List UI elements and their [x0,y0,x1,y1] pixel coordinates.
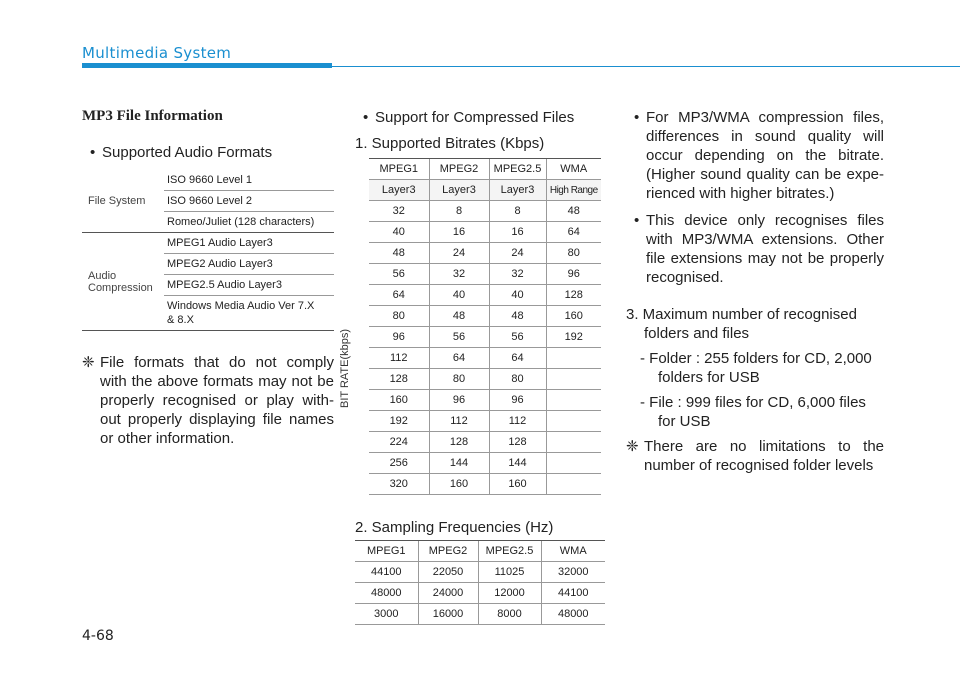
table-cell: 40 [429,285,489,306]
bitrate-subheader: Layer3 [489,180,546,201]
sampling-heading: 2. Sampling Frequencies (Hz) [355,519,554,536]
audio-compression-label [82,233,164,331]
table-cell: 16 [429,222,489,243]
table-cell: 160 [546,306,601,327]
bitrate-row [369,306,601,327]
table-cell: 80 [546,243,601,264]
table-cell: 56 [429,327,489,348]
table-cell: 128 [546,285,601,306]
table-cell: 24 [489,243,546,264]
table-cell: 24 [429,243,489,264]
table-cell: 56 [369,264,429,285]
table-cell: 144 [429,453,489,474]
bitrate-row [369,390,601,411]
table-cell: 128 [429,432,489,453]
header-bar [82,63,332,68]
format-item: MPEG1 Audio Layer3 [164,233,334,254]
bitrates-heading: 1. Supported Bitrates (Kbps) [355,135,545,152]
table-cell: 22050 [418,562,478,583]
table-cell: 24000 [418,583,478,604]
file-system-label: File System [82,170,164,233]
bitrate-row [369,453,601,474]
sampling-header: MPEG1 [355,541,418,562]
table-cell [546,432,601,453]
table-cell: 160 [369,390,429,411]
header-rule [332,66,960,67]
table-cell: 112 [429,411,489,432]
table-cell: 160 [489,474,546,495]
bitrate-header: MPEG2.5 [489,159,546,180]
dash-file: - File : 999 files for CD, 6,000 files for USB [640,394,866,430]
table-cell [546,453,601,474]
sampling-header: WMA [541,541,605,562]
table-cell: 96 [369,327,429,348]
page-number: 4-68 [82,628,114,644]
table-cell: 224 [369,432,429,453]
table-cell [546,390,601,411]
bitrate-row [369,474,601,495]
table-cell: 80 [369,306,429,327]
sampling-row [355,604,605,625]
table-cell: 44100 [541,583,605,604]
format-item: ISO 9660 Level 1 [164,170,334,191]
bullet-compressed: • Support for Compressed Files [355,108,607,127]
table-cell: 11025 [478,562,541,583]
table-cell: 3000 [355,604,418,625]
table-cell: 48 [429,306,489,327]
table-cell [546,369,601,390]
bitrate-axis-label: BIT RATE(kbps) [339,328,351,408]
format-item: MPEG2.5 Audio Layer3 [164,275,334,296]
table-cell: 48000 [355,583,418,604]
bitrate-row [369,369,601,390]
section-title: MP3 File Information [82,108,223,124]
table-cell: 64 [546,222,601,243]
bitrate-row [369,432,601,453]
note-mark-icon: ❈ [82,354,95,371]
bitrate-row [369,348,601,369]
table-cell: 160 [429,474,489,495]
sampling-table [355,540,605,625]
table-cell [546,474,601,495]
max-heading: 3. Maximum number of recognised folders and files [626,306,857,342]
audio-label-line2: Compression [88,281,153,294]
format-item [164,296,334,331]
folder-note [626,437,884,475]
bullet-extensions: • This device only recognises files with MP3/WMA extensions. Other file extensions may not be properly recognised. [626,211,884,287]
bitrate-header: WMA [546,159,601,180]
table-cell: 48 [369,243,429,264]
table-cell: 32 [489,264,546,285]
table-cell: 80 [489,369,546,390]
bitrate-table [369,158,601,495]
table-cell: 40 [489,285,546,306]
table-cell: 96 [546,264,601,285]
table-cell: 12000 [478,583,541,604]
table-cell: 32000 [541,562,605,583]
table-cell: 64 [489,348,546,369]
table-cell: 48 [489,306,546,327]
table-cell: 40 [369,222,429,243]
bitrate-block [339,158,607,495]
table-cell: 64 [369,285,429,306]
table-cell [546,411,601,432]
table-cell: 256 [369,453,429,474]
audio-label-line1: Audio [88,269,117,282]
table-cell [546,348,601,369]
table-cell: 320 [369,474,429,495]
bitrate-header: MPEG1 [369,159,429,180]
table-cell: 80 [429,369,489,390]
sampling-rows [355,562,605,625]
sampling-row [355,562,605,583]
compatibility-note [82,353,334,448]
audio-formats-table [82,170,334,331]
table-cell: 96 [429,390,489,411]
bitrate-row [369,222,601,243]
table-cell: 192 [546,327,601,348]
bitrate-header: MPEG2 [429,159,489,180]
table-cell: 144 [489,453,546,474]
bitrate-row [369,411,601,432]
table-cell: 112 [489,411,546,432]
bitrate-row [369,327,601,348]
table-cell: 48 [546,201,601,222]
bullet-quality: • For MP3/WMA compression files, differences in sound quality will occur depending on the bitrate. (Higher sound quality can be expe-rienced with higher bitrates.) [626,108,884,203]
table-cell: 96 [489,390,546,411]
format-item: Romeo/Juliet (128 characters) [164,212,334,233]
section-header: Multimedia System [82,44,232,62]
table-cell: 192 [369,411,429,432]
bitrate-row [369,285,601,306]
column-middle [339,108,607,625]
sampling-header: MPEG2 [418,541,478,562]
table-cell: 64 [429,348,489,369]
table-cell: 8 [489,201,546,222]
bitrate-row [369,264,601,285]
table-cell: 32 [369,201,429,222]
table-cell: 8 [429,201,489,222]
wma-line1: Windows Media Audio Ver 7.X [167,300,315,312]
column-right [626,108,884,475]
bitrate-rows [369,201,601,495]
table-cell: 44100 [355,562,418,583]
bitrate-subheader: Layer3 [429,180,489,201]
table-cell: 8000 [478,604,541,625]
format-item: MPEG2 Audio Layer3 [164,254,334,275]
bitrate-row [369,201,601,222]
table-cell: 16000 [418,604,478,625]
table-cell: 128 [489,432,546,453]
table-cell: 32 [429,264,489,285]
bitrate-row [369,243,601,264]
sampling-header: MPEG2.5 [478,541,541,562]
note-mark-icon: ❈ [626,438,639,455]
bitrate-subheader: High Range [546,180,601,201]
note-text: There are no limitations to the number of recognised folder levels [644,438,884,474]
table-cell: 128 [369,369,429,390]
table-cell: 16 [489,222,546,243]
format-item: ISO 9660 Level 2 [164,191,334,212]
table-cell: 56 [489,327,546,348]
table-cell: 112 [369,348,429,369]
bullet-audio-formats: • Supported Audio Formats [82,143,334,162]
wma-line2: & 8.X [167,314,194,326]
column-left [82,108,334,448]
bitrate-subheader: Layer3 [369,180,429,201]
table-cell: 48000 [541,604,605,625]
dash-folder: - Folder : 255 folders for CD, 2,000 folders for USB [640,350,872,386]
sampling-row [355,583,605,604]
note-text: File formats that do not comply with the above formats may not be properly recognised or play with-out properly displaying file names or other information. [100,354,334,447]
